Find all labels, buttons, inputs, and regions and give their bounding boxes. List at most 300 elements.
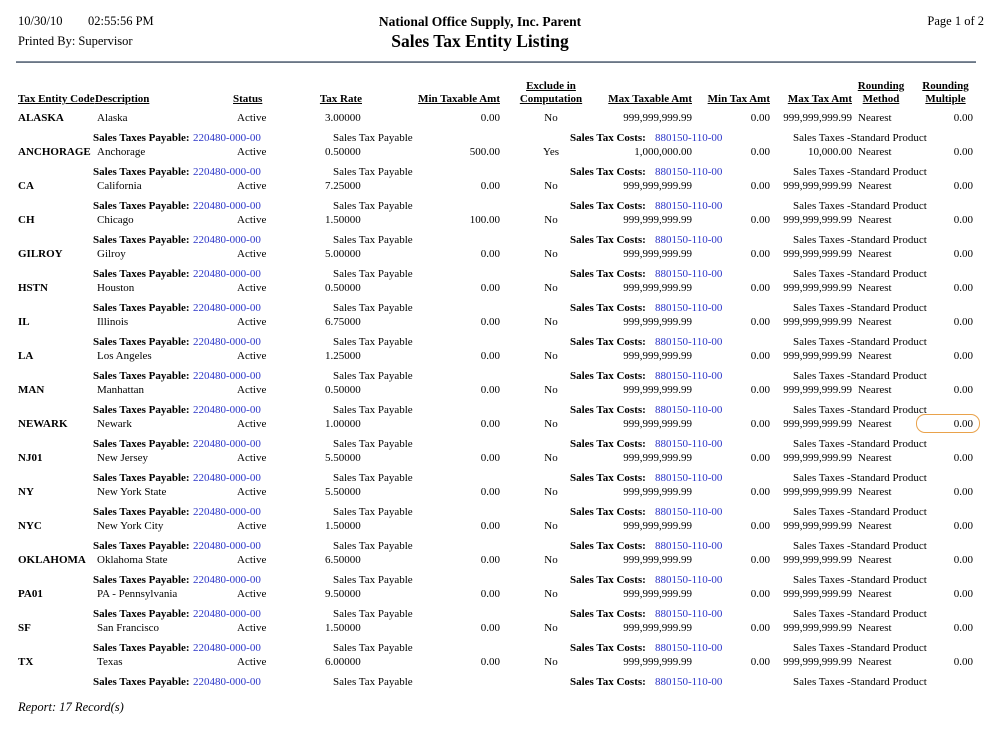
min-tax-amt-value: 0.00 [750,452,770,464]
tax-entity-code: NJ01 [18,452,43,464]
sales-taxes-payable-label: Sales Taxes Payable: [93,676,190,688]
rounding-multiple-value: 0.00 [953,622,973,634]
entity-status: Active [237,520,267,532]
sales-tax-costs-label: Sales Tax Costs: [570,234,646,246]
entity-description: Anchorage [97,146,146,158]
report-title: Sales Tax Entity Listing [391,31,569,51]
rounding-method-value: Nearest [858,418,892,430]
costs-account-link[interactable]: 880150-110-00 [655,404,723,416]
max-tax-amt-value: 999,999,999.99 [783,350,852,362]
rounding-method-value: Nearest [858,520,892,532]
sales-tax-costs-label: Sales Tax Costs: [570,540,646,552]
exclude-in-computation-value: No [544,350,558,362]
entity-description: Los Angeles [97,350,152,362]
payable-account-link[interactable]: 220480-000-00 [193,404,261,416]
max-tax-amt-value: 999,999,999.99 [783,486,852,498]
payable-account-description: Sales Tax Payable [333,302,413,314]
sales-taxes-payable-label: Sales Taxes Payable: [93,540,190,552]
payable-account-link[interactable]: 220480-000-00 [193,166,261,178]
rounding-multiple-value: 0.00 [953,656,973,668]
max-taxable-amt-value: 999,999,999.99 [623,418,692,430]
costs-account-description: Sales Taxes -Standard Product [793,404,927,416]
col-header-rounding-multiple-line2: Multiple [925,93,966,105]
col-header-max-tax-amt: Max Tax Amt [787,93,852,105]
min-tax-amt-value: 0.00 [750,384,770,396]
payable-account-description: Sales Tax Payable [333,574,413,586]
max-taxable-amt-value: 999,999,999.99 [623,486,692,498]
max-tax-amt-value: 999,999,999.99 [783,418,852,430]
payable-account-description: Sales Tax Payable [333,370,413,382]
table-row [0,315,992,349]
rounding-multiple-value: 0.00 [953,282,973,294]
payable-account-link[interactable]: 220480-000-00 [193,642,261,654]
col-header-exclude-line2: Computation [519,93,583,105]
rounding-method-value: Nearest [858,656,892,668]
rounding-method-value: Nearest [858,282,892,294]
min-tax-amt-value: 0.00 [750,214,770,226]
col-header-tax-rate: Tax Rate [319,93,362,105]
table-row [0,655,992,689]
min-tax-amt-value: 0.00 [750,486,770,498]
col-header-min-taxable-amt: Min Taxable Amt [418,93,500,105]
entity-status: Active [237,350,267,362]
exclude-in-computation-value: No [544,112,558,124]
tax-entity-code: IL [18,316,30,328]
max-tax-amt-value: 999,999,999.99 [783,520,852,532]
table-row [0,587,992,621]
entity-description: Alaska [97,112,128,124]
col-header-rounding-multiple-line1: Rounding [922,80,969,92]
costs-account-link[interactable]: 880150-110-00 [655,200,723,212]
min-taxable-amt-value: 0.00 [480,452,500,464]
table-row [0,179,992,213]
rounding-multiple-value: 0.00 [953,248,973,260]
rounding-multiple-value: 0.00 [953,112,973,124]
tax-rate-value: 1.25000 [325,350,361,362]
sales-taxes-payable-label: Sales Taxes Payable: [93,404,190,416]
entity-status: Active [237,316,267,328]
max-tax-amt-value: 999,999,999.99 [783,452,852,464]
costs-account-link[interactable]: 880150-110-00 [655,608,723,620]
rounding-multiple-value: 0.00 [953,520,973,532]
rounding-method-value: Nearest [858,112,892,124]
sales-tax-costs-label: Sales Tax Costs: [570,200,646,212]
table-row [0,451,992,485]
sales-taxes-payable-label: Sales Taxes Payable: [93,336,190,348]
exclude-in-computation-value: No [544,486,558,498]
costs-account-link[interactable]: 880150-110-00 [655,676,723,688]
payable-account-link[interactable]: 220480-000-00 [193,234,261,246]
max-tax-amt-value: 999,999,999.99 [783,622,852,634]
costs-account-link[interactable]: 880150-110-00 [655,438,723,450]
min-tax-amt-value: 0.00 [750,180,770,192]
exclude-in-computation-value: No [544,520,558,532]
sales-taxes-payable-label: Sales Taxes Payable: [93,642,190,654]
entity-description: San Francisco [97,622,160,634]
rounding-multiple-value: 0.00 [953,486,973,498]
report-date: 10/30/10 [18,14,63,28]
exclude-in-computation-value: No [544,418,558,430]
sales-tax-costs-label: Sales Tax Costs: [570,472,646,484]
payable-account-link[interactable]: 220480-000-00 [193,370,261,382]
entity-status: Active [237,622,267,634]
tax-entity-code: CA [18,180,34,192]
sales-tax-costs-label: Sales Tax Costs: [570,676,646,688]
tax-rate-value: 3.00000 [325,112,361,124]
payable-account-description: Sales Tax Payable [333,642,413,654]
min-taxable-amt-value: 0.00 [480,112,500,124]
exclude-in-computation-value: No [544,588,558,600]
table-row [0,485,992,519]
table-row [0,621,992,655]
rounding-multiple-value: 0.00 [953,180,973,192]
col-header-min-tax-amt: Min Tax Amt [707,93,770,105]
payable-account-link[interactable]: 220480-000-00 [193,472,261,484]
col-header-rounding-method-line2: Method [862,93,900,105]
costs-account-description: Sales Taxes -Standard Product [793,234,927,246]
max-taxable-amt-value: 999,999,999.99 [623,588,692,600]
max-tax-amt-value: 999,999,999.99 [783,180,852,192]
entity-description: PA - Pennsylvania [97,588,178,600]
costs-account-description: Sales Taxes -Standard Product [793,438,927,450]
max-taxable-amt-value: 999,999,999.99 [623,656,692,668]
tax-rate-value: 1.50000 [325,520,361,532]
entity-description: Manhattan [97,384,145,396]
min-taxable-amt-value: 500.00 [469,146,500,158]
tax-entity-code: TX [18,656,34,668]
rounding-multiple-value: 0.00 [953,418,973,430]
payable-account-link[interactable]: 220480-000-00 [193,302,261,314]
max-taxable-amt-value: 999,999,999.99 [623,554,692,566]
sales-tax-costs-label: Sales Tax Costs: [570,404,646,416]
min-tax-amt-value: 0.00 [750,248,770,260]
costs-account-link[interactable]: 880150-110-00 [655,472,723,484]
sales-taxes-payable-label: Sales Taxes Payable: [93,608,190,620]
costs-account-link[interactable]: 880150-110-00 [655,370,723,382]
payable-account-link[interactable]: 220480-000-00 [193,676,261,688]
tax-rate-value: 0.50000 [325,384,361,396]
min-taxable-amt-value: 0.00 [480,350,500,362]
min-tax-amt-value: 0.00 [750,622,770,634]
max-taxable-amt-value: 999,999,999.99 [623,520,692,532]
exclude-in-computation-value: No [544,622,558,634]
table-row [0,281,992,315]
min-tax-amt-value: 0.00 [750,656,770,668]
min-taxable-amt-value: 0.00 [480,316,500,328]
min-taxable-amt-value: 0.00 [480,180,500,192]
printed-by: Printed By: Supervisor [18,34,133,48]
sales-taxes-payable-label: Sales Taxes Payable: [93,166,190,178]
min-tax-amt-value: 0.00 [750,418,770,430]
tax-rate-value: 0.50000 [325,282,361,294]
payable-account-link[interactable]: 220480-000-00 [193,268,261,280]
payable-account-link[interactable]: 220480-000-00 [193,608,261,620]
tax-rate-value: 5.00000 [325,248,361,260]
rounding-method-value: Nearest [858,214,892,226]
max-tax-amt-value: 999,999,999.99 [783,248,852,260]
sales-tax-costs-label: Sales Tax Costs: [570,132,646,144]
costs-account-link[interactable]: 880150-110-00 [655,302,723,314]
sales-taxes-payable-label: Sales Taxes Payable: [93,438,190,450]
min-tax-amt-value: 0.00 [750,554,770,566]
sales-taxes-payable-label: Sales Taxes Payable: [93,268,190,280]
sales-tax-costs-label: Sales Tax Costs: [570,302,646,314]
costs-account-link[interactable]: 880150-110-00 [655,642,723,654]
col-header-max-taxable-amt: Max Taxable Amt [608,93,692,105]
table-row [0,247,992,281]
sales-taxes-payable-label: Sales Taxes Payable: [93,234,190,246]
tax-entity-code: CH [18,214,35,226]
rounding-multiple-value: 0.00 [953,452,973,464]
max-taxable-amt-value: 1,000,000.00 [634,146,692,158]
tax-entity-code: MAN [18,384,45,396]
min-taxable-amt-value: 0.00 [480,656,500,668]
page-indicator: Page 1 of 2 [927,14,984,28]
col-header-description: Description [95,93,150,105]
sales-tax-costs-label: Sales Tax Costs: [570,438,646,450]
max-taxable-amt-value: 999,999,999.99 [623,452,692,464]
report-time: 02:55:56 PM [88,14,154,28]
payable-account-link[interactable]: 220480-000-00 [193,540,261,552]
exclude-in-computation-value: No [544,656,558,668]
payable-account-link[interactable]: 220480-000-00 [193,438,261,450]
sales-tax-costs-label: Sales Tax Costs: [570,608,646,620]
costs-account-link[interactable]: 880150-110-00 [655,234,723,246]
entity-description: Oklahoma State [97,554,168,566]
tax-entity-code: ALASKA [18,112,64,124]
tax-rate-value: 1.00000 [325,418,361,430]
max-taxable-amt-value: 999,999,999.99 [623,384,692,396]
tax-rate-value: 1.50000 [325,622,361,634]
tax-entity-code: ANCHORAGE [18,146,91,158]
payable-account-description: Sales Tax Payable [333,438,413,450]
min-taxable-amt-value: 0.00 [480,554,500,566]
sales-tax-costs-label: Sales Tax Costs: [570,506,646,518]
exclude-in-computation-value: Yes [542,146,559,158]
payable-account-description: Sales Tax Payable [333,472,413,484]
rounding-method-value: Nearest [858,146,892,158]
costs-account-link[interactable]: 880150-110-00 [655,574,723,586]
tax-rate-value: 9.50000 [325,588,361,600]
entity-description: Gilroy [97,248,126,260]
payable-account-link[interactable]: 220480-000-00 [193,200,261,212]
costs-account-description: Sales Taxes -Standard Product [793,166,927,178]
exclude-in-computation-value: No [544,554,558,566]
min-taxable-amt-value: 0.00 [480,418,500,430]
payable-account-link[interactable]: 220480-000-00 [193,574,261,586]
max-taxable-amt-value: 999,999,999.99 [623,316,692,328]
record-count: Report: 17 Record(s) [18,700,124,714]
costs-account-description: Sales Taxes -Standard Product [793,472,927,484]
min-taxable-amt-value: 100.00 [469,214,500,226]
rounding-multiple-value: 0.00 [953,214,973,226]
payable-account-description: Sales Tax Payable [333,234,413,246]
entity-status: Active [237,418,267,430]
tax-rate-value: 7.25000 [325,180,361,192]
max-tax-amt-value: 10,000.00 [808,146,852,158]
table-row [0,213,992,247]
exclude-in-computation-value: No [544,452,558,464]
costs-account-description: Sales Taxes -Standard Product [793,302,927,314]
payable-account-link[interactable]: 220480-000-00 [193,132,261,144]
sales-taxes-payable-label: Sales Taxes Payable: [93,506,190,518]
min-tax-amt-value: 0.00 [750,588,770,600]
costs-account-description: Sales Taxes -Standard Product [793,268,927,280]
exclude-in-computation-value: No [544,180,558,192]
min-taxable-amt-value: 0.00 [480,622,500,634]
tax-rate-value: 0.50000 [325,146,361,158]
costs-account-description: Sales Taxes -Standard Product [793,506,927,518]
tax-entity-code: LA [18,350,34,362]
payable-account-description: Sales Tax Payable [333,608,413,620]
payable-account-link[interactable]: 220480-000-00 [193,506,261,518]
exclude-in-computation-value: No [544,248,558,260]
payable-account-description: Sales Tax Payable [333,404,413,416]
min-tax-amt-value: 0.00 [750,350,770,362]
entity-status: Active [237,384,267,396]
sales-tax-costs-label: Sales Tax Costs: [570,166,646,178]
entity-description: Chicago [97,214,134,226]
entity-status: Active [237,112,267,124]
costs-account-description: Sales Taxes -Standard Product [793,132,927,144]
costs-account-link[interactable]: 880150-110-00 [655,336,723,348]
costs-account-link[interactable]: 880150-110-00 [655,540,723,552]
costs-account-link[interactable]: 880150-110-00 [655,506,723,518]
sales-taxes-payable-label: Sales Taxes Payable: [93,370,190,382]
rounding-method-value: Nearest [858,350,892,362]
tax-rate-value: 6.00000 [325,656,361,668]
payable-account-description: Sales Tax Payable [333,268,413,280]
tax-entity-code: NEWARK [18,418,68,430]
costs-account-description: Sales Taxes -Standard Product [793,642,927,654]
rounding-method-value: Nearest [858,248,892,260]
rounding-multiple-value: 0.00 [953,588,973,600]
sales-tax-costs-label: Sales Tax Costs: [570,574,646,586]
max-taxable-amt-value: 999,999,999.99 [623,622,692,634]
costs-account-description: Sales Taxes -Standard Product [793,608,927,620]
costs-account-description: Sales Taxes -Standard Product [793,574,927,586]
tax-entity-code: NY [18,486,34,498]
exclude-in-computation-value: No [544,384,558,396]
rounding-method-value: Nearest [858,452,892,464]
entity-description: New York City [97,520,164,532]
entity-status: Active [237,588,267,600]
entity-status: Active [237,554,267,566]
max-taxable-amt-value: 999,999,999.99 [623,282,692,294]
max-tax-amt-value: 999,999,999.99 [783,214,852,226]
rounding-multiple-value: 0.00 [953,350,973,362]
max-tax-amt-value: 999,999,999.99 [783,554,852,566]
table-row [0,417,992,451]
tax-rate-value: 6.50000 [325,554,361,566]
max-tax-amt-value: 999,999,999.99 [783,316,852,328]
sales-taxes-payable-label: Sales Taxes Payable: [93,200,190,212]
costs-account-description: Sales Taxes -Standard Product [793,370,927,382]
exclude-in-computation-value: No [544,282,558,294]
payable-account-description: Sales Tax Payable [333,676,413,688]
costs-account-link[interactable]: 880150-110-00 [655,132,723,144]
costs-account-link[interactable]: 880150-110-00 [655,166,723,178]
costs-account-description: Sales Taxes -Standard Product [793,540,927,552]
col-header-tax-entity-code: Tax Entity Code [18,93,95,105]
entity-description: California [97,180,142,192]
tax-rate-value: 6.75000 [325,316,361,328]
entity-status: Active [237,180,267,192]
sales-tax-costs-label: Sales Tax Costs: [570,642,646,654]
col-header-exclude-line1: Exclude in [526,80,576,92]
table-row [0,145,992,179]
entity-status: Active [237,656,267,668]
max-taxable-amt-value: 999,999,999.99 [623,180,692,192]
max-tax-amt-value: 999,999,999.99 [783,384,852,396]
min-taxable-amt-value: 0.00 [480,282,500,294]
rounding-method-value: Nearest [858,486,892,498]
tax-entity-code: PA01 [18,588,43,600]
max-tax-amt-value: 999,999,999.99 [783,588,852,600]
min-tax-amt-value: 0.00 [750,112,770,124]
rounding-method-value: Nearest [858,316,892,328]
sales-taxes-payable-label: Sales Taxes Payable: [93,574,190,586]
min-tax-amt-value: 0.00 [750,316,770,328]
max-taxable-amt-value: 999,999,999.99 [623,248,692,260]
table-row [0,383,992,417]
rounding-multiple-value: 0.00 [953,146,973,158]
max-taxable-amt-value: 999,999,999.99 [623,350,692,362]
costs-account-description: Sales Taxes -Standard Product [793,336,927,348]
col-header-status: Status [233,93,263,105]
sales-taxes-payable-label: Sales Taxes Payable: [93,302,190,314]
payable-account-description: Sales Tax Payable [333,200,413,212]
rounding-method-value: Nearest [858,554,892,566]
min-tax-amt-value: 0.00 [750,520,770,532]
costs-account-link[interactable]: 880150-110-00 [655,268,723,280]
min-taxable-amt-value: 0.00 [480,486,500,498]
table-row [0,349,992,383]
entity-description: New Jersey [97,452,149,464]
costs-account-description: Sales Taxes -Standard Product [793,200,927,212]
payable-account-link[interactable]: 220480-000-00 [193,336,261,348]
tax-entity-code: HSTN [18,282,48,294]
rounding-method-value: Nearest [858,622,892,634]
max-tax-amt-value: 999,999,999.99 [783,656,852,668]
col-header-rounding-method-line1: Rounding [857,80,905,92]
entity-status: Active [237,282,267,294]
max-tax-amt-value: 999,999,999.99 [783,112,852,124]
sales-tax-costs-label: Sales Tax Costs: [570,268,646,280]
min-taxable-amt-value: 0.00 [480,588,500,600]
min-tax-amt-value: 0.00 [750,146,770,158]
exclude-in-computation-value: No [544,316,558,328]
entity-description: Houston [97,282,135,294]
sales-tax-costs-label: Sales Tax Costs: [570,370,646,382]
rounding-method-value: Nearest [858,588,892,600]
payable-account-description: Sales Tax Payable [333,506,413,518]
company-name: National Office Supply, Inc. Parent [378,14,582,29]
entity-status: Active [237,146,267,158]
sales-tax-costs-label: Sales Tax Costs: [570,336,646,348]
payable-account-description: Sales Tax Payable [333,336,413,348]
entity-status: Active [237,486,267,498]
tax-entity-code: NYC [18,520,42,532]
min-taxable-amt-value: 0.00 [480,384,500,396]
payable-account-description: Sales Tax Payable [333,166,413,178]
table-row [0,111,992,145]
tax-entity-code: GILROY [18,248,63,260]
max-taxable-amt-value: 999,999,999.99 [623,112,692,124]
entity-description: Newark [97,418,132,430]
min-taxable-amt-value: 0.00 [480,248,500,260]
entity-status: Active [237,214,267,226]
